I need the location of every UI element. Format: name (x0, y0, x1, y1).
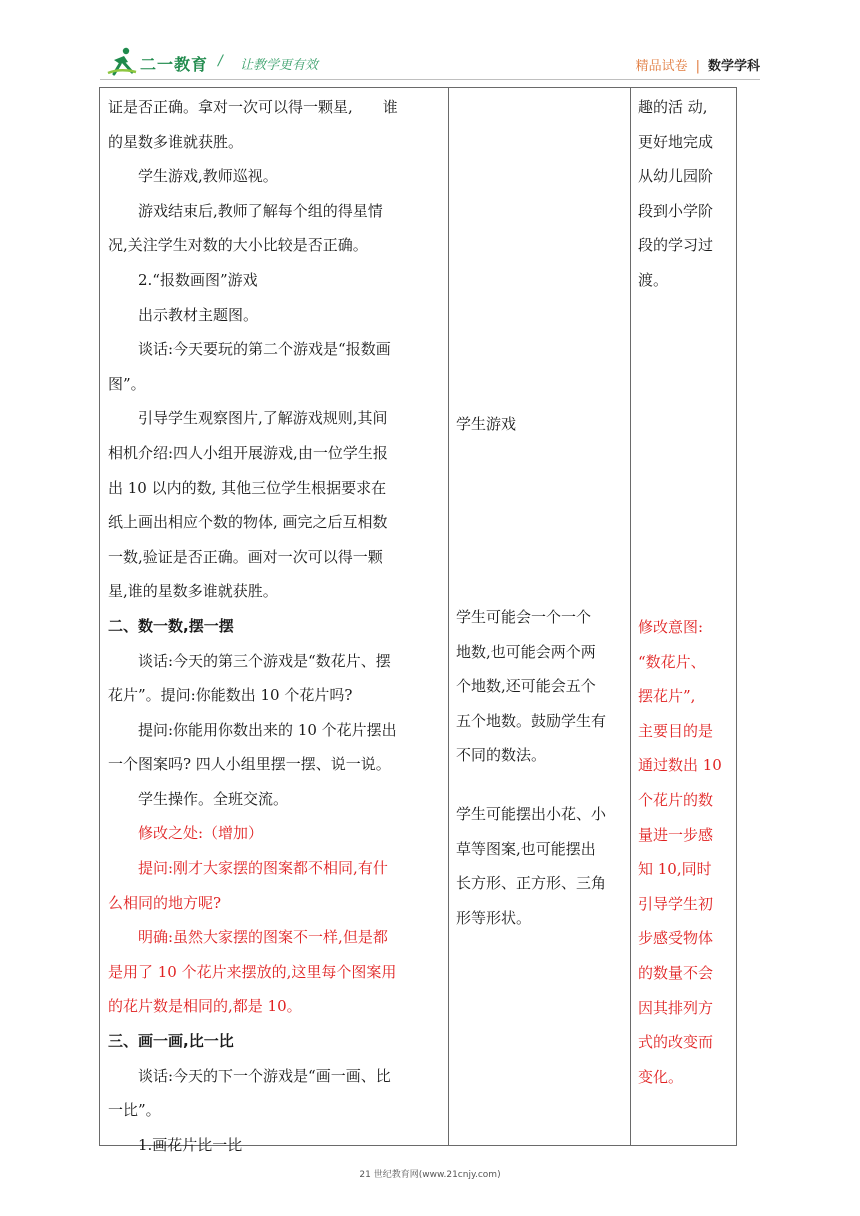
text-line: 谈话:今天的第三个游戏是“数花片、摆 (138, 651, 391, 670)
text-line: 一比”。 (108, 1101, 161, 1120)
text-line: 五个地数。鼓励学生有 (456, 711, 607, 730)
text-line: 么相同的地方呢? (108, 893, 222, 912)
text-line: 学生可能会一个一个 (456, 608, 592, 626)
text-line: 谈话:今天的下一个游戏是“画一画、比 (138, 1066, 391, 1085)
column-divider-2 (630, 88, 631, 1145)
text-line: 纸上画出相应个数的物体, 画完之后互相数 (108, 513, 388, 532)
design-intent-top (638, 90, 732, 298)
text-line: 修改之处:（增加） (138, 824, 264, 843)
text-line: 提问:刚才大家摆的图案都不相同,有什 (138, 859, 388, 878)
logo-text: 二一教育 (140, 55, 209, 74)
text-line: “数花片、 (638, 652, 706, 671)
text-line: 引导学生观察图片,了解游戏规则,其间 (138, 409, 388, 428)
subject-label: 数学学科 (707, 59, 760, 74)
header-divider: | (695, 59, 700, 74)
text-line: 从幼儿园阶 (638, 167, 714, 186)
text-line: 游戏结束后,教师了解每个组的得星情 (138, 201, 383, 220)
text-line: 学生操作。全班交流。 (138, 789, 289, 808)
header-separator: / (218, 53, 223, 69)
text-line: 长方形、正方形、三角 (456, 874, 607, 893)
text-line: 证是否正确。拿对一次可以得一颗星, 谁 (108, 98, 398, 116)
text-line: 是用了 10 个花片来摆放的,这里每个图案用 (108, 962, 397, 981)
teaching-process-column (108, 90, 444, 1162)
text-line: 段的学习过 (638, 236, 714, 255)
page-header (100, 42, 760, 82)
text-line: 变化。 (638, 1067, 684, 1086)
text-line: 修改意图: (638, 618, 704, 636)
text-line: 式的改变而 (638, 1033, 714, 1052)
text-line: 趣的活 动, (638, 98, 708, 116)
text-line: 三、画一画,比一比 (108, 1032, 234, 1051)
text-line: 的星数多谁就获胜。 (108, 132, 244, 151)
text-line: 谈话:今天要玩的第二个游戏是“报数画 (138, 340, 391, 359)
text-line: 个地数,还可能会五个 (456, 677, 596, 696)
student-activity-pattern (456, 797, 626, 935)
text-line: 提问:你能用你数出来的 10 个花片摆出 (138, 720, 397, 739)
text-line: 因其排列方 (638, 998, 714, 1017)
text-line: 学生游戏,教师巡视。 (138, 167, 278, 186)
text-line: 地数,也可能会两个两 (456, 642, 596, 661)
text-line: 1.画花片比一比 (138, 1135, 243, 1154)
text-line: 段到小学阶 (638, 201, 714, 220)
text-line: 星,谁的星数多谁就获胜。 (108, 582, 278, 601)
text-line: 一数,验证是否正确。画对一次可以得一颗 (108, 547, 383, 566)
text-line: 不同的数法。 (456, 746, 547, 765)
text-line: 量进一步感 (638, 825, 714, 844)
text-line: 步感受物体 (638, 929, 714, 948)
text-line: 二、数一数,摆一摆 (108, 616, 234, 635)
text-line: 摆花片”, (638, 687, 696, 706)
text-line: 一个图案吗? 四人小组里摆一摆、说一说。 (108, 755, 391, 774)
text-line: 况,关注学生对数的大小比较是否正确。 (108, 236, 368, 255)
text-line: 形等形状。 (456, 908, 532, 927)
student-activity-game (456, 407, 626, 442)
text-line: 知 10,同时 (638, 860, 712, 879)
text-line: 出 10 以内的数, 其他三位学生根据要求在 (108, 478, 387, 497)
text-line: 明确:虽然大家摆的图案不一样,但是都 (138, 928, 388, 947)
text-line: 花片”。提问:你能数出 10 个花片吗? (108, 686, 353, 705)
header-right (636, 55, 760, 74)
text-line: 通过数出 10 (638, 756, 722, 775)
text-line: 渡。 (638, 270, 669, 289)
text-line: 的花片数是相同的,都是 10。 (108, 997, 302, 1016)
text-line: 的数量不会 (638, 963, 714, 982)
text-line: 主要目的是 (638, 721, 714, 740)
page-footer: 21 世纪教育网(www.21cnjy.com) (359, 1170, 501, 1180)
runner-logo-icon (106, 46, 138, 76)
column-divider-1 (448, 88, 449, 1145)
text-line: 2.“报数画图”游戏 (138, 270, 258, 289)
text-line: 草等图案,也可能摆出 (456, 839, 596, 858)
text-line: 更好地完成 (638, 132, 714, 151)
student-activity-counting (456, 600, 626, 773)
text-line: 引导学生初 (638, 894, 714, 913)
header-rule (100, 79, 760, 80)
text-line: 相机介绍:四人小组开展游戏,由一位学生报 (108, 443, 388, 462)
design-intent-revision (638, 610, 732, 1094)
text-line: 个花片的数 (638, 790, 714, 809)
student-game-text: 学生游戏 (456, 415, 517, 433)
text-line: 出示教材主题图。 (138, 305, 259, 324)
slogan: 让教学更有效 (240, 58, 319, 73)
text-line: 学生可能摆出小花、小 (456, 805, 607, 823)
text-line: 图”。 (108, 374, 146, 393)
premium-tag: 精品试卷 (635, 59, 688, 74)
